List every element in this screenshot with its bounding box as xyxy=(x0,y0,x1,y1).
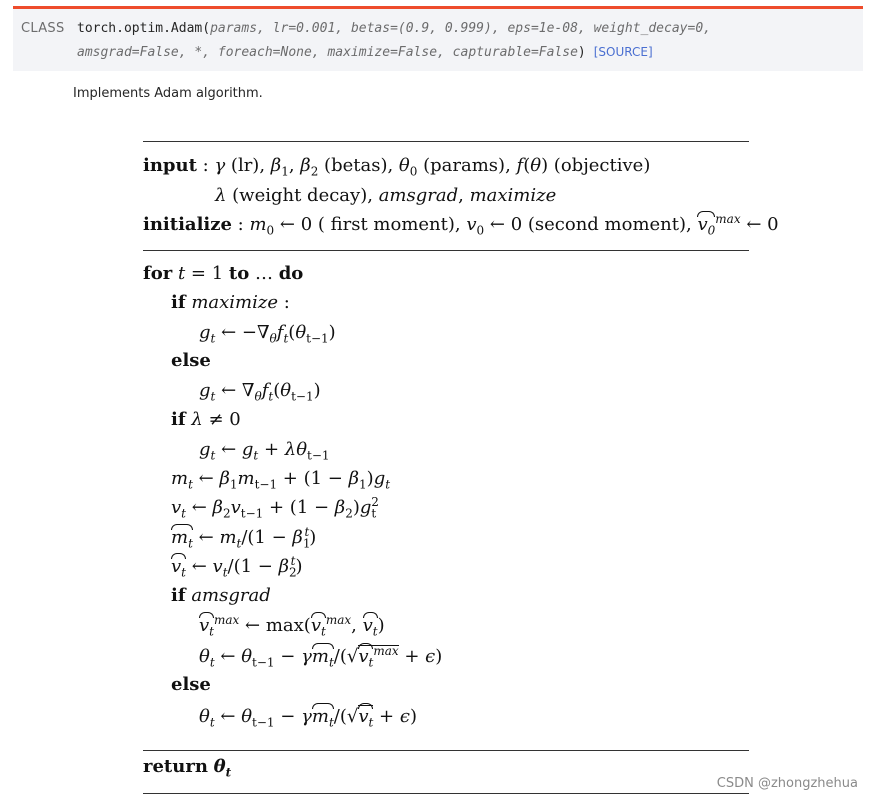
grad-line: $g_t$ ← $\nabla_\theta f_t(\theta_{t-1})$ xyxy=(199,380,321,404)
source-link[interactable]: [SOURCE] xyxy=(593,45,653,59)
input-line: input : γ (lr), $\beta_1$, $\beta_2$ (betas), $\theta_0$ (params), f(θ) (objective) xyxy=(143,155,651,179)
algorithm-block xyxy=(143,141,779,801)
class-keyword: CLASS xyxy=(21,21,65,36)
class-name: torch.optim.Adam xyxy=(77,21,203,36)
to-keyword: to xyxy=(228,263,250,284)
else-keyword: else xyxy=(171,674,211,695)
rule-bottom xyxy=(143,793,749,794)
weight-decay-line: $g_t$ ← $g_t + \lambda\theta_{t-1}$ xyxy=(199,439,330,463)
if-keyword: if xyxy=(171,292,186,313)
do-keyword: do xyxy=(278,263,304,284)
signature-params-1: params, lr=0.001, betas=(0.9, 0.999), eps=1e-08, weight_decay=0, xyxy=(210,21,711,36)
grad-neg-line: $g_t$ ← $-\nabla_\theta f_t(\theta_{t-1})$ xyxy=(199,322,336,346)
maximize-cond: maximize xyxy=(191,292,278,313)
if-amsgrad-line xyxy=(171,585,271,607)
for-keyword: for xyxy=(143,263,173,284)
signature-line-2: amsgrad=False, *, foreach=None, maximize=False, capturable=False) [SOURCE] xyxy=(77,45,653,60)
v-max-line: $v_t^{max}$ ← $\max(v_t^{max}$, $v_t$) xyxy=(199,613,385,639)
rule-mid-2 xyxy=(143,750,749,751)
else-keyword: else xyxy=(171,350,211,371)
return-keyword: return xyxy=(143,756,208,777)
initialize-line: initialize : $m_0$ ← 0 ( first moment), $v_0$ ← 0 (second moment), $v_0^{max}$ ← 0 xyxy=(143,212,779,238)
rule-mid-1 xyxy=(143,250,749,251)
else-line-1 xyxy=(171,350,211,372)
input-label: input xyxy=(143,155,197,176)
return-line: return $\theta_t$ xyxy=(143,756,232,780)
maximize-input: maximize xyxy=(469,185,557,206)
v-update-line: $v_t$ ← $\beta_2v_{t-1} + (1 - \beta_2)g_t^2$ xyxy=(171,495,379,521)
initialize-label: initialize xyxy=(143,214,232,235)
for-line: for t = 1 to … do xyxy=(143,263,304,284)
watermark: CSDN @zhongzhehua xyxy=(716,776,858,791)
signature-line-1: torch.optim.Adam(params, lr=0.001, betas=(0.9, 0.999), eps=1e-08, weight_decay=0, xyxy=(77,21,711,36)
if-keyword: if xyxy=(171,585,186,606)
v-hat-line: $v_t$ ← $v_t/(1 - \beta_2^t)$ xyxy=(171,554,303,580)
amsgrad-input: amsgrad xyxy=(378,185,459,206)
class-description: Implements Adam algorithm. xyxy=(73,86,263,101)
rule-top xyxy=(143,141,749,142)
signature-params-2: amsgrad=False, *, foreach=None, maximize=False, capturable=False xyxy=(77,45,578,60)
input-line-2: λ (weight decay), amsgrad, maximize xyxy=(215,185,557,206)
first-moment-text: ( first moment), xyxy=(317,214,461,235)
api-signature-box xyxy=(13,6,863,71)
theta-line: $\theta_t$ ← $\theta_{t-1} - \gamma m_t/(√v_t + \epsilon)$ xyxy=(199,706,417,730)
second-moment-text: (second moment), xyxy=(527,214,692,235)
if-keyword: if xyxy=(171,409,186,430)
else-line-2 xyxy=(171,674,211,696)
m-update-line: $m_t$ ← $\beta_1m_{t-1} + (1 - \beta_1)g_t$ xyxy=(171,468,391,492)
theta-amsgrad-line: $\theta_t$ ← $\theta_{t-1} - \gamma m_t/(√v_t^{max} + \epsilon)$ xyxy=(199,644,443,670)
if-maximize-line: if maximize : xyxy=(171,292,290,313)
amsgrad-cond: amsgrad xyxy=(191,585,271,606)
m-hat-line: $m_t$ ← $m_t/(1 - \beta_1^t)$ xyxy=(171,525,317,551)
if-lambda-line: if λ ≠ 0 xyxy=(171,409,241,430)
